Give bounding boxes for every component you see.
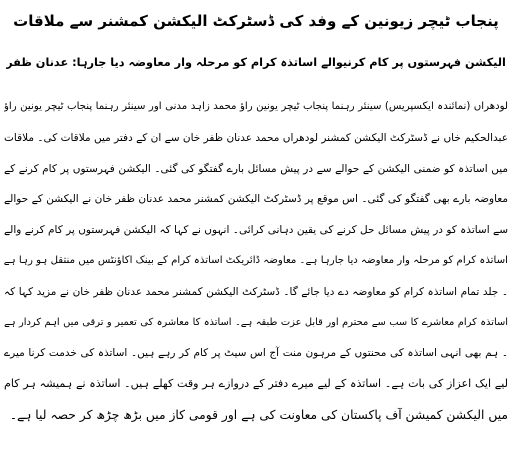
article-line: اساتذہ کرام کو مرحلہ وار معاوضہ دیا جارہا ہے۔ معاوضہ ڈائریکٹ اساتذہ کرام کے بینک اکاؤنٹس میں منتقل ہو رہا ہے xyxy=(4,254,508,266)
article-line: اساتذہ کرام معاشرے کا سب سے محترم اور قابل عزت طبقہ ہے۔ اساتذہ کا معاشرہ کی تعمیر و ترقی میں اہم کردار ہے xyxy=(4,316,508,328)
article-body xyxy=(4,92,508,465)
article-line: ۔ جلد تمام اساتذہ کرام کو معاوضہ دے دیا جائے گا۔ ڈسٹرکٹ الیکشن کمشنر محمد عدنان ظفر خان نے مزید کہا کہ xyxy=(4,285,508,298)
article-line: معاوضہ بارے بھی گفتگو کی گئی۔ اس موقع پر ڈسٹرکٹ الیکشن کمشنر محمد عدنان ظفر خان نے الیکشن کے حوالے xyxy=(4,193,508,206)
article-line: لودھراں (نمائندہ ایکسپریس) سینئر رہنما پنجاب ٹیچر یونین راؤ محمد زاہد مدنی اور سینئر رہنما پنجاب ٹیچر یونین راؤ xyxy=(4,101,508,112)
article-line: میں الیکشن کمیشن آف پاکستان کی معاونت کی ہے اور قومی کاز میں بڑھ چڑھ کر حصہ لیا ہے۔ xyxy=(9,407,508,422)
article-line: لیے ایک اعزاز کی بات ہے۔ اساتذہ کے لیے میرے دفتر کے دروازے ہر وقت کھلے ہیں۔ اساتذہ نے ہمیشہ ہر کام xyxy=(4,377,508,391)
article-line: ۔ ہم بھی انہی اساتذہ کی محنتوں کے مرہون منت آج اس سیٹ پر کام کر رہے ہیں۔ اساتذہ کی خدمت کرنا میرے xyxy=(4,347,508,360)
headline-primary: پنجاب ٹیچر زیونین کے وفد کی ڈسٹرکٹ الیکشن کمشنر سے ملاقات xyxy=(13,12,499,30)
headline-secondary: الیکشن فہرستوں پر کام کرنیوالے اساتذہ کرام کو مرحلہ وار معاوضہ دیا جارہا: عدنان ظفر xyxy=(6,56,506,69)
article-line: میں اساتذہ کو ضمنی الیکشن کے حوالے سے در پیش مسائل بارے گفتگو کی گئی۔ الیکشن فہرستوں پر کام کرنے کے xyxy=(4,162,508,175)
article-line: سے اساتذہ کو در پیش مسائل حل کرنے کی یقین دہانی کرائی۔ انہوں نے کہا کہ الیکشن فہرستوں پر کام کرنے والے xyxy=(4,224,508,237)
article-line: عبدالحکیم خاں نے ڈسٹرکٹ الیکشن کمشنر لودھراں محمد عدنان ظفر خان سے ان کے دفتر میں ملاقات کی۔ ملاقات xyxy=(4,131,508,144)
